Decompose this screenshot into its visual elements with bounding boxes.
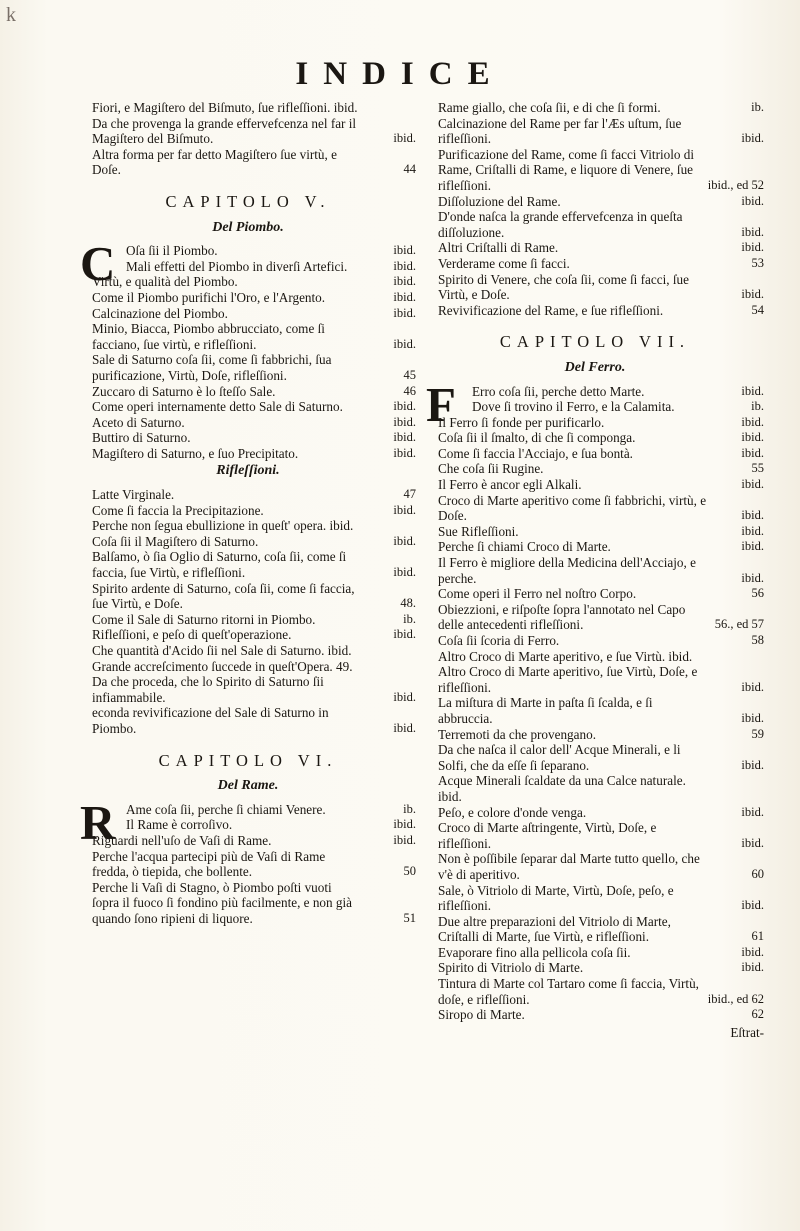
entry-text: Erro coſa ſii, perche detto Marte.: [472, 383, 645, 399]
index-entry: [426, 820, 764, 851]
index-entry: [80, 880, 416, 927]
entry-page: 62: [751, 1007, 764, 1022]
index-entry: [126, 802, 416, 818]
entry-page: ibid.: [393, 274, 416, 289]
index-entry: [80, 290, 416, 306]
entry-page: ibid.: [741, 224, 764, 239]
entry-text: Rifleſſioni, e peſo di queſt'operazione.: [92, 627, 292, 643]
index-entry: [80, 306, 416, 322]
index-entry: [426, 461, 764, 477]
entry-page: 56., ed 57: [714, 617, 764, 632]
entry-page: ib.: [751, 100, 764, 114]
entry-page: ibid.: [393, 565, 416, 580]
index-entry: [80, 518, 416, 534]
index-entry: [426, 446, 764, 462]
index-entry: [80, 674, 416, 705]
entry-page: ibid.: [741, 414, 764, 429]
index-entry: [426, 649, 764, 665]
index-entry: [426, 194, 764, 210]
entry-page: 46: [403, 383, 416, 398]
entry-text: Buttiro di Saturno.: [92, 430, 191, 446]
entry-text: Rame giallo, che coſa ſii, e di che ſi formi.: [438, 100, 661, 115]
index-entry: [80, 147, 416, 178]
entry-page: ibid.: [393, 533, 416, 548]
entry-text: Verderame come ſi facci.: [438, 255, 570, 271]
index-entry: [426, 586, 764, 602]
index-entry: [80, 503, 416, 519]
entry-text: Il Ferro è ancor egli Alkali.: [438, 477, 582, 493]
entry-text: Minio, Biacca, Piombo abbrucciato, come ſi facciano, ſue virtù, e rifleſſioni.: [92, 321, 325, 352]
index-entry: [426, 493, 764, 524]
index-entry: [80, 849, 416, 880]
entry-page: 53: [751, 255, 764, 270]
entry-page: ibid.: [741, 383, 764, 398]
index-entry: [426, 524, 764, 540]
entry-text: Spirito ardente di Saturno, coſa ſii, come ſi faccia, ſue Virtù, e Doſe.: [92, 580, 355, 612]
drop-cap: F: [426, 376, 456, 432]
entry-page: 56: [751, 586, 764, 601]
index-entry: [426, 240, 764, 256]
entry-page: ibid.: [393, 131, 416, 146]
entry-text: Evaporare fino alla pellicola coſa ſii.: [438, 944, 631, 960]
entry-page: ibid.: [393, 414, 416, 429]
entry-page: ibid.: [393, 289, 416, 304]
entry-page: ibid.: [741, 710, 764, 725]
entry-page: ibid.: [741, 131, 764, 146]
right-column: [426, 100, 764, 1040]
index-entry: [426, 773, 764, 804]
index-entry: [80, 534, 416, 550]
index-entry: [80, 384, 416, 400]
entry-page: ibid., ed 62: [707, 991, 764, 1006]
index-entry: [426, 555, 764, 586]
entry-text: Coſa ſii il ſmalto, di che ſi componga.: [438, 430, 636, 446]
chapter-subtitle: Del Rame.: [217, 778, 279, 794]
entry-text: Obiezzioni, e riſpoſte ſopra l'annotato nel Capo delle antecedenti rifleſſioni.: [438, 601, 686, 633]
index-entry: [80, 705, 416, 736]
entry-text: Purificazione del Rame, come ſi facci Vitriolo di Rame, Criſtalli di Rame, e liquore di Venere, ſue rifleſſioni.: [438, 146, 695, 193]
index-entry: [426, 664, 764, 695]
index-entry: [426, 727, 764, 743]
page-title: INDICE: [295, 56, 505, 92]
entry-text: Non è poſſibile ſeparar dal Marte tutto quello, che v'è di aperitivo.: [438, 851, 700, 882]
entry-page: ib.: [751, 399, 764, 414]
entry-text: Da che proceda, che lo Spirito di Saturno ſii infiammabile.: [92, 674, 324, 705]
entry-text: Croco di Marte aperitivo come ſi fabbrichi, virtù, e Doſe.: [438, 492, 707, 524]
entry-page: ibid.: [393, 627, 416, 642]
entry-text: Calcinazione del Piombo.: [92, 305, 228, 321]
entry-text: Sale di Saturno coſa ſii, come ſi fabbrichi, ſua purificazione, Virtù, Doſe, rifleſſioni.: [92, 352, 332, 383]
entry-text: Perche li Vaſi di Stagno, ò Piombo poſti vuoti ſopra il fuoco ſi fondino più facilmente, e non già quando ſono ripieni di liquore.: [92, 879, 353, 926]
chapter-heading: CAPITOLO VI.: [158, 750, 338, 770]
drop-cap: R: [80, 794, 116, 850]
entry-page: 44: [403, 162, 416, 177]
index-list: [426, 100, 764, 318]
entry-text: Che quantità d'Acido ſii nel Sale di Saturno. ibid.: [92, 643, 352, 658]
entry-page: 47: [403, 487, 416, 502]
entry-text: Ame coſa ſii, perche ſi chiami Venere.: [126, 801, 326, 817]
chapter-subtitle: Del Piombo.: [212, 219, 284, 235]
entry-text: Coſa ſii il Magiſtero di Saturno.: [92, 533, 259, 549]
index-entry: [426, 209, 764, 240]
entry-text: Altro Croco di Marte aperitivo, ſue Virtù, Doſe, e rifleſſioni.: [438, 664, 698, 695]
index-list: [80, 487, 416, 737]
entry-text: Siropo di Marte.: [438, 1007, 525, 1023]
entry-page: ibid.: [741, 445, 764, 460]
index-entry: [426, 602, 764, 633]
index-entry: [80, 643, 416, 659]
entry-page: ib.: [403, 801, 416, 816]
entry-text: Il Ferro ſi fonde per purificarlo.: [438, 414, 605, 430]
entry-text: Che coſa ſii Rugine.: [438, 461, 544, 477]
index-entry: [426, 976, 764, 1007]
entry-page: ibid.: [741, 757, 764, 772]
index-entry: [80, 549, 416, 580]
entry-page: ibid.: [741, 804, 764, 819]
entry-page: ibid.: [393, 817, 416, 832]
entry-text: Peſo, e colore d'onde venga.: [438, 804, 587, 820]
index-entry: [80, 612, 416, 628]
entry-text: Magiſtero di Saturno, e ſuo Precipitato.: [92, 445, 299, 461]
entry-page: ibid.: [741, 508, 764, 523]
entry-text: Altra forma per far detto Magiſtero ſue virtù, e Doſe.: [92, 146, 337, 178]
entry-text: Da che naſca il calor dell' Acque Minerali, e li Solfi, che da eſſe ſi ſeparano.: [438, 742, 681, 773]
entry-text: Calcinazione del Rame per far l'Æs uſtum, ſue rifleſſioni.: [438, 115, 682, 147]
entry-page: ibid.: [393, 445, 416, 460]
entry-page: 59: [751, 726, 764, 741]
entry-page: ibid.: [393, 243, 416, 258]
entry-page: 55: [751, 461, 764, 476]
entry-page: ibid.: [741, 287, 764, 302]
index-list: [80, 833, 416, 927]
entry-text: Altro Croco di Marte aperitivo, e ſue Virtù. ibid.: [438, 648, 693, 664]
entry-page: 58: [751, 633, 764, 647]
entry-page: ibid.: [393, 689, 416, 704]
index-entry: [80, 487, 416, 503]
entry-text: Riguardi nell'uſo de Vaſi di Rame.: [92, 832, 272, 848]
index-entry: [426, 256, 764, 272]
entry-page: ibid.: [741, 240, 764, 255]
entry-page: ibid.: [393, 502, 416, 517]
index-entry: [426, 303, 764, 319]
entry-page: ibid.: [393, 258, 416, 273]
index-entry: [426, 272, 764, 303]
entry-page: 60: [751, 866, 764, 881]
entry-text: Mali effetti del Piombo in diverſi Artefici.: [126, 258, 348, 274]
entry-page: ibid.: [393, 720, 416, 735]
index-entry: [426, 805, 764, 821]
index-entry: [472, 399, 764, 415]
index-entry: [426, 477, 764, 493]
index-entry: [426, 914, 764, 945]
entry-text: Come operi il Ferro nel noſtro Corpo.: [438, 586, 637, 602]
entry-text: Oſa ſii il Piombo.: [126, 243, 218, 259]
index-entry: [126, 817, 416, 833]
entry-page: 51: [403, 910, 416, 925]
entry-text: Spirito di Vitriolo di Marte.: [438, 960, 584, 976]
entry-page: ibid.: [741, 523, 764, 538]
entry-page: ibid.: [741, 539, 764, 554]
entry-text: Perche l'acqua partecipi più de Vaſi di Rame fredda, ò tiepida, che bollente.: [92, 848, 326, 880]
left-column: [80, 100, 416, 927]
index-entry: [80, 415, 416, 431]
entry-page: ibid.: [741, 430, 764, 445]
entry-page: 50: [403, 864, 416, 879]
entry-page: ibid.: [393, 305, 416, 320]
index-entry: [80, 352, 416, 383]
entry-text: Il Rame è corroſivo.: [126, 817, 233, 833]
entry-page: ib.: [403, 611, 416, 626]
entry-text: Diſſoluzione del Rame.: [438, 193, 561, 209]
entry-text: Tintura di Marte col Tartaro come ſi faccia, Virtù, doſe, e rifleſſioni.: [438, 976, 699, 1007]
index-entry: [426, 851, 764, 882]
entry-text: Croco di Marte aſtringente, Virtù, Doſe, e rifleſſioni.: [438, 820, 657, 851]
index-entry: [80, 116, 416, 147]
index-entry: [80, 100, 416, 116]
index-entry: [426, 147, 764, 194]
entry-page: 45: [403, 367, 416, 382]
entry-text: Zuccaro di Saturno è lo ſteſſo Sale.: [92, 383, 276, 399]
index-entry: [80, 581, 416, 612]
entry-text: Come il Sale di Saturno ritorni in Piombo.: [92, 611, 316, 627]
index-entry: [80, 321, 416, 352]
entry-text: Balſamo, ò ſia Oglio di Saturno, coſa ſii, come ſi faccia, ſue Virtù, e rifleſſioni.: [92, 549, 347, 581]
entry-text: Latte Virginale.: [92, 487, 175, 503]
entry-text: Come ſi faccia l'Acciajo, e ſua bontà.: [438, 445, 633, 461]
entry-page: ibid.: [741, 960, 764, 975]
entry-text: Come operi internamente detto Sale di Saturno.: [92, 399, 343, 415]
index-entry: [80, 833, 416, 849]
entry-page: ibid.: [741, 477, 764, 492]
index-entry: [426, 415, 764, 431]
index-entry: [426, 539, 764, 555]
chapter-subtitle: Del Ferro.: [564, 359, 626, 375]
chapter-heading: CAPITOLO V.: [165, 191, 331, 211]
section-heading: Rifleſſioni.: [216, 463, 280, 479]
index-entry: [126, 259, 416, 275]
entry-page: ibid.: [741, 679, 764, 694]
index-entry: [426, 695, 764, 726]
index-entry: [426, 633, 764, 649]
index-entry: [80, 274, 416, 290]
index-entry: [426, 430, 764, 446]
entry-page: ibid.: [393, 336, 416, 351]
index-entry: [426, 960, 764, 976]
entry-page: ibid.: [741, 898, 764, 913]
index-entry: [426, 100, 764, 116]
entry-text: Spirito di Venere, che coſa ſii, come ſi facci, ſue Virtù, e Doſe.: [438, 271, 689, 303]
entry-text: Aceto di Saturno.: [92, 414, 185, 430]
entry-page: ibid.: [741, 193, 764, 208]
entry-page: 54: [751, 302, 764, 317]
entry-text: Altri Criſtalli di Rame.: [438, 240, 559, 256]
entry-text: Perche non ſegua ebullizione in queſt' opera. ibid.: [92, 518, 354, 534]
index-entry: [80, 399, 416, 415]
index-entry: [472, 384, 764, 400]
entry-page: ibid.: [741, 835, 764, 850]
corner-mark: k: [6, 4, 16, 26]
index-entry: [80, 659, 416, 675]
index-entry: [80, 627, 416, 643]
entry-page: ibid.: [741, 944, 764, 959]
index-entry: [426, 1007, 764, 1023]
catchword: Eſtrat-: [730, 1024, 764, 1040]
entry-page: 48.: [400, 596, 416, 611]
entry-page: ibid., ed 52: [707, 177, 764, 192]
entry-page: ibid.: [741, 570, 764, 585]
entry-text: Virtù, e qualità del Piombo.: [92, 274, 238, 290]
entry-text: Dove ſi trovino il Ferro, e la Calamita.: [472, 399, 675, 415]
entry-text: Come ſi faccia la Precipitazione.: [92, 502, 264, 518]
index-entry: [426, 883, 764, 914]
entry-page: ibid.: [393, 399, 416, 414]
index-list: [426, 415, 764, 1023]
entry-text: Sale, ò Vitriolo di Marte, Virtù, Doſe, peſo, e rifleſſioni.: [438, 882, 674, 914]
index-entry: [80, 430, 416, 446]
entry-text: Da che provenga la grande effervefcenza nel far il Magiſtero del Biſmuto.: [92, 115, 357, 147]
index-list: [80, 100, 416, 178]
index-entry: [426, 116, 764, 147]
entry-page: 61: [751, 929, 764, 944]
entry-text: Il Ferro è migliore della Medicina dell'Acciajo, e perche.: [438, 555, 696, 586]
entry-text: Perche ſi chiami Croco di Marte.: [438, 539, 611, 555]
entry-text: Grande accreſcimento ſuccede in queſt'Opera. 49.: [92, 658, 353, 674]
entry-text: Acque Minerali ſcaldate da una Calce naturale. ibid.: [438, 773, 686, 804]
entry-page: ibid.: [393, 430, 416, 445]
index-entry: [426, 742, 764, 773]
entry-text: La miſtura di Marte in paſta ſi ſcalda, e ſi abbruccia.: [438, 695, 653, 726]
entry-text: Fiori, e Magiſtero del Biſmuto, ſue rifleſſioni. ibid.: [92, 100, 358, 115]
entry-page: ibid.: [393, 832, 416, 847]
chapter-heading: CAPITOLO VII.: [499, 332, 691, 352]
drop-cap: C: [80, 236, 116, 292]
index-entry: [80, 446, 416, 462]
entry-text: Coſa ſii ſcoria di Ferro.: [438, 633, 560, 648]
entry-text: D'onde naſca la grande effervefcenza in queſta diſſoluzione.: [438, 209, 683, 240]
entry-text: Revivificazione del Rame, e ſue rifleſſioni.: [438, 302, 664, 318]
entry-text: Due altre preparazioni del Vitriolo di Marte, Criſtalli di Marte, ſue Virtù, e rifleſſioni.: [438, 913, 671, 945]
entry-text: Terremoti da che provengano.: [438, 726, 596, 742]
index-entry: [126, 243, 416, 259]
index-entry: [426, 945, 764, 961]
entry-text: Come il Piombo purifichi l'Oro, e l'Argento.: [92, 289, 326, 305]
entry-text: Sue Rifleſſioni.: [438, 523, 519, 539]
entry-text: econda revivificazione del Sale di Saturno in Piombo.: [92, 705, 329, 736]
index-list: [80, 274, 416, 461]
